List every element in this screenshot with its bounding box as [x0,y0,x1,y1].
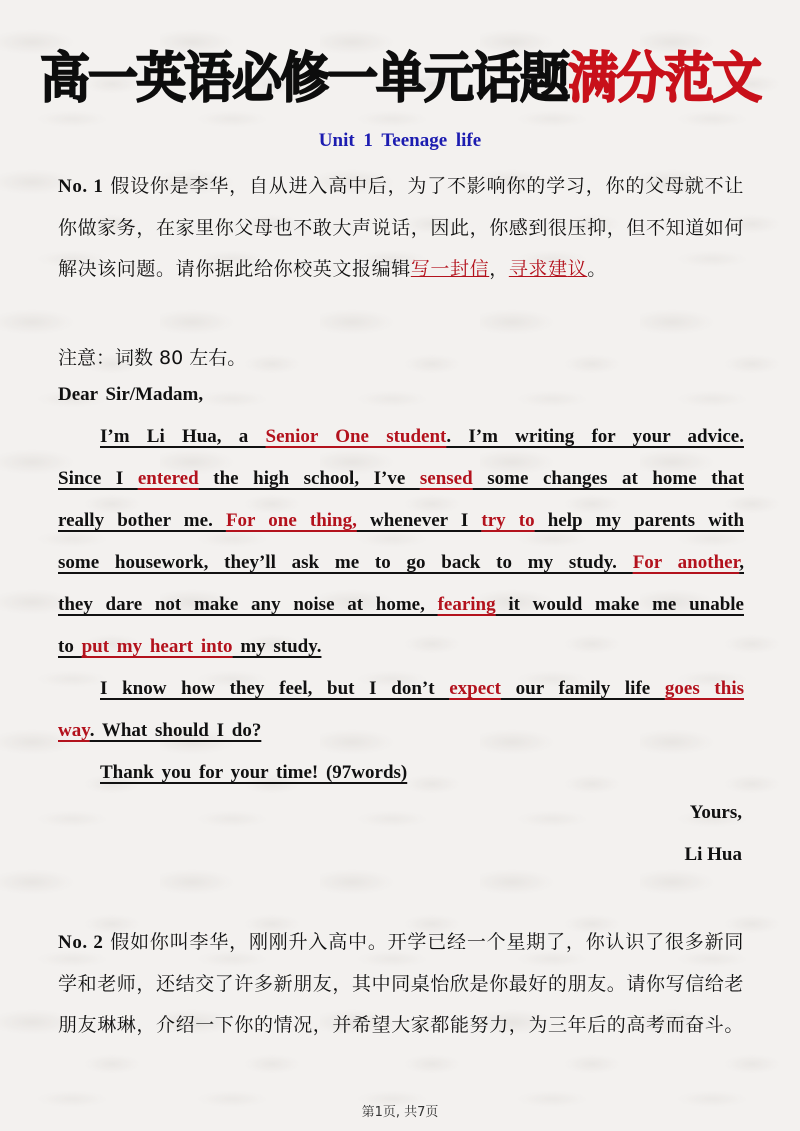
task1-highlight-seek-advice: 寻求建 [508,258,568,280]
title-black-part: 高一英语必修一单元话题 [40,46,568,110]
letter-text: . What should I do? [89,720,262,741]
letter-text: it would make me unable [495,594,744,615]
page-title [0,43,800,112]
task1-line2: 就不让你做家务，在家里你父母也不敢大声说话，因此，你感到很压抑， [58,175,745,239]
letter-line-8 [58,718,261,744]
task2-line3: 请你写信给老朋友琳琳，介绍一下你的情况，并希望大家都能努力，为三 [58,972,745,1036]
letter-text: , [739,552,745,573]
letter-text: some housework, they’ll ask me to go back to my study. [58,552,633,573]
letter-signature: Li Hua [684,844,742,865]
letter-line-4 [58,550,744,576]
letter-text: the high school, I’ve [198,468,420,489]
letter-line-1 [100,424,744,450]
letter-text: Thank you for your time! (97words) [100,762,408,783]
highlighted-phrase: Senior One student [265,426,447,447]
letter-text: whenever I [356,510,482,531]
highlighted-phrase: fearing [437,594,496,615]
highlighted-phrase: For one thing, [225,510,357,531]
task1-line1: 假设你是李华，自从进入高中后，为了不影响你的学习，你的父母 [110,175,685,197]
letter-text: I’m Li Hua, a [100,426,266,447]
letter-text: . I’m writing for your advice. [446,426,744,447]
task1-highlight-write-letter: 写一封信 [410,258,490,280]
highlighted-phrase: For another [632,552,740,573]
highlighted-phrase: put my heart into [81,636,233,657]
letter-salutation: Dear Sir/Madam, [58,384,204,405]
letter-text: my study. [232,636,322,657]
highlighted-phrase: entered [137,468,199,489]
task1-line3: 但不知道如何解决该问题。请你据此给你校英文报编辑 [58,216,745,280]
letter-line-7 [100,676,744,702]
task2-line2: 多新同学和老师，还结交了许多新朋友，其中同桌怡欣是你最好的朋友。 [58,931,745,995]
task2-line4: 年后的高考而奋斗。 [567,1014,745,1036]
task1-prompt [58,166,744,291]
page-indicator: 第1页, 共7页 [361,1105,439,1120]
letter-closing: Yours, [689,802,742,823]
task1-highlight-seek-advice-end: 议 [567,258,588,280]
letter-text: our family life [500,678,665,699]
letter-text: they dare not make any noise at home, [58,594,438,615]
letter-line-2 [58,466,744,492]
letter-text: some changes at home that [472,468,744,489]
highlighted-phrase: try to [481,510,535,531]
letter-text: Since I [58,468,138,489]
unit-title: Unit 1 Teenage life [318,130,482,151]
title-red-part: 满分范文 [568,46,760,110]
task1-word-count-note: 注意：词数 80 左右。 [58,347,247,369]
letter-line-9 [100,760,407,786]
task2-prompt [58,922,744,1047]
letter-text: to [58,636,82,657]
letter-text: I know how they feel, but I don’t [100,678,450,699]
letter-line-6 [58,634,321,660]
task2-line1: 假如你叫李华，刚刚升入高中。开学已经一个星期了，你认识了很 [110,931,685,953]
task1-period: 。 [587,258,607,280]
highlighted-phrase: goes this [664,678,744,699]
highlighted-phrase: sensed [419,468,473,489]
letter-text: really bother me. [58,510,226,531]
task1-number: No. 1 [58,176,104,197]
letter-line-3 [58,508,744,534]
task2-number: No. 2 [58,932,104,953]
highlighted-phrase: expect [449,678,501,699]
highlighted-phrase: way [58,720,90,741]
letter-line-5 [58,592,744,618]
task1-comma: ， [489,258,509,280]
letter-text: help my parents with [534,510,745,531]
